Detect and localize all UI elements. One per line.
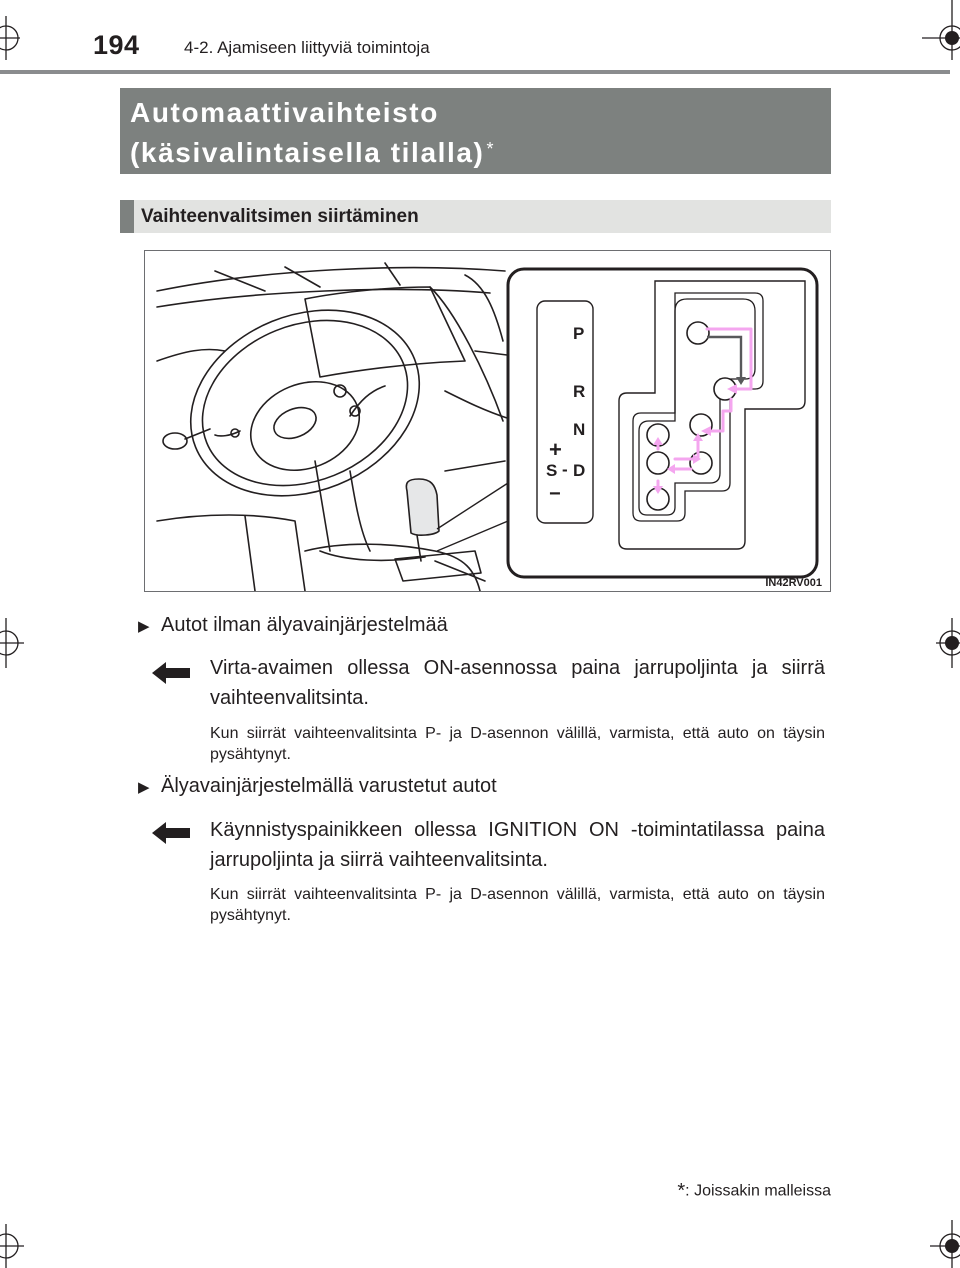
page-title	[130, 93, 495, 173]
shift-lever-illustration	[144, 250, 831, 592]
footnote-marker: *	[677, 1180, 686, 1202]
footnote-text: : Joissakin malleissa	[685, 1182, 831, 1200]
subheading: Vaihteenvalitsimen siirtäminen	[141, 206, 419, 227]
gear-label-p: P	[573, 324, 585, 343]
header-rule	[0, 70, 950, 74]
section-heading-2	[138, 775, 497, 798]
section-1-note: Kun siirrät vaihteenvalitsinta P- ja D-asennon välillä, varmista, että auto on täysin pysähtynyt.	[210, 725, 825, 763]
subheading-accent	[120, 200, 134, 233]
crop-mark-top-right	[922, 0, 960, 60]
title-line-2	[130, 133, 495, 173]
gear-label-r: R	[573, 382, 586, 401]
crop-mark-right-middle	[928, 618, 960, 668]
gear-label-n: N	[573, 420, 586, 439]
section-2-action: Käynnistyspainikkeen ollessa IGNITION ON -toimintatilassa paina jarrupoljinta ja siirrä vaihteenvalitsinta.	[210, 819, 825, 871]
section-heading-1	[138, 614, 448, 637]
crop-mark-bottom-right	[922, 1220, 960, 1268]
crop-mark-bottom-left	[0, 1224, 40, 1268]
gear-label-s: S	[546, 461, 558, 480]
section-2-note: Kun siirrät vaihteenvalitsinta P- ja D-asennon välillä, varmista, että auto on täysin pysähtynyt.	[210, 886, 825, 924]
gear-label-d: D	[573, 461, 586, 480]
gear-label-dash: -	[562, 460, 568, 479]
footnote	[677, 1180, 831, 1203]
section-title: 4-2. Ajamiseen liittyviä toimintoja	[184, 38, 430, 57]
illustration-drawing	[145, 251, 830, 591]
section-1-action: Virta-avaimen ollessa ON-asennossa paina jarrupoljinta ja siirrä vaihteenvalitsinta.	[210, 657, 825, 709]
page-number: 194	[93, 30, 140, 60]
crop-mark-top-left	[0, 16, 40, 60]
action-arrow-icon	[152, 822, 190, 844]
gear-label-minus: −	[549, 483, 561, 505]
figure-code: IN42RV001	[765, 577, 822, 589]
section-heading-2-text: Älyavainjärjestelmällä varustetut autot	[161, 775, 497, 797]
crop-mark-left-middle	[0, 618, 30, 668]
section-heading-1-text: Autot ilman älyavainjärjestelmää	[161, 614, 448, 636]
gear-label-plus: +	[549, 437, 562, 462]
triangle-bullet-icon: ▶	[138, 779, 150, 796]
title-line-2-text: (käsivalintaisella tilalla)	[130, 137, 485, 168]
title-line-1: Automaattivaihteisto	[130, 97, 439, 128]
action-arrow-icon	[152, 662, 190, 684]
title-footnote-marker: *	[486, 139, 496, 159]
triangle-bullet-icon: ▶	[138, 618, 150, 635]
